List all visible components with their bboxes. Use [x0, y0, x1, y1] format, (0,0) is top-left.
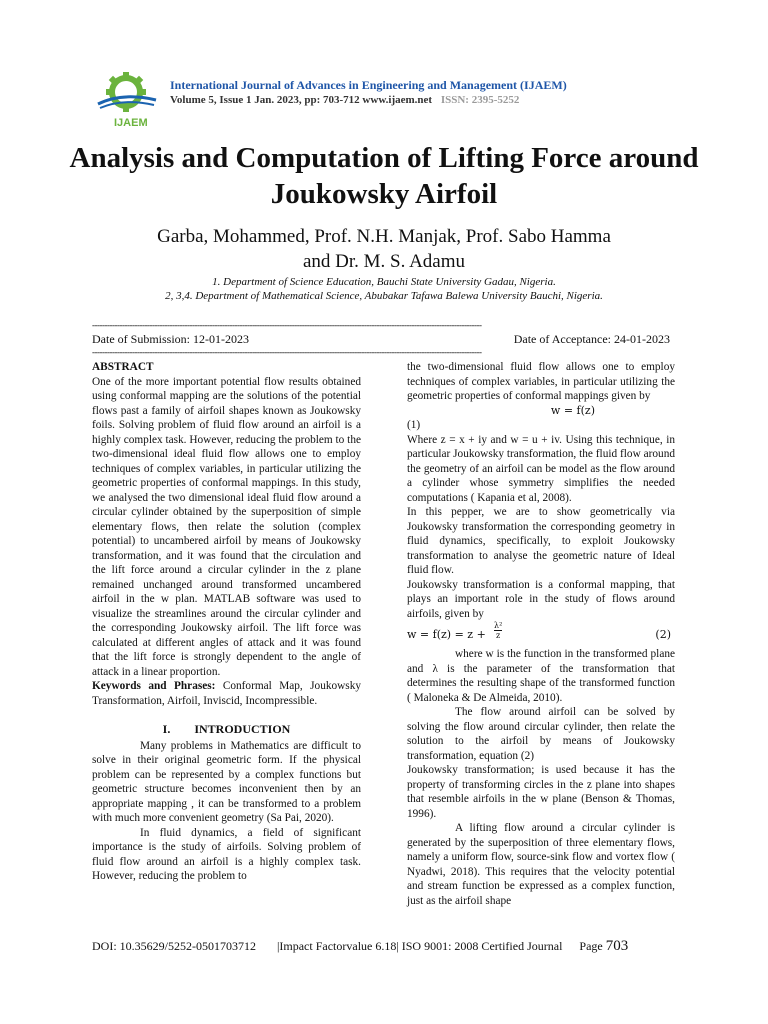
- right-column: [407, 360, 675, 908]
- right-paragraph-1: the two-dimensional fluid flow allows one to employ techniques of complex variables, in particular utilizing the geometric properties of conformal mappings given by: [407, 361, 675, 402]
- journal-logo: [92, 70, 162, 130]
- keywords-label: Keywords and Phrases:: [92, 680, 216, 692]
- authors-line-2: and Dr. M. S. Adamu: [302, 251, 466, 272]
- journal-volume-pages: Volume 5, Issue 1 Jan. 2023, pp: 703-712 www.ijaem.net: [170, 94, 433, 106]
- footer-doi: DOI: 10.35629/5252-0501703712: [92, 939, 256, 953]
- right-paragraph-2: Where z = x + iy and w = u + iv. Using this technique, in particular Joukowsky transformation, the fluid flow around the geometry of an airfoil can be model as the flow around a cylinder whose symmetry simplifies the needed computations ( Kapania et al, 2008).: [407, 433, 675, 504]
- keywords-text: Conformal Map, Joukowsky Transformation, Airfoil, Inviscid, Incompressible.: [92, 680, 361, 707]
- equation-2-fraction: [494, 621, 502, 640]
- submission-date: Date of Submission: 12-01-2023: [92, 332, 249, 346]
- page-number: 703: [605, 938, 629, 954]
- affiliation-2: 2, 3,4. Department of Mathematical Science, Abubakar Tafawa Balewa University Bauchi, Nigeria.: [165, 290, 603, 302]
- intro-paragraph-2: In fluid dynamics, a field of significant importance is the study of airfoils. Solving problem of fluid flow around an airfoil is a highly complex task. However, reducing the problem to: [92, 826, 361, 882]
- paper-title: Analysis and Computation of Lifting Force around Joukowsky Airfoil: [69, 142, 699, 210]
- equation-1-number: (1): [407, 419, 421, 431]
- right-paragraph-8: A lifting flow around a circular cylinder is generated by the superposition of three elementary flows, namely a uniform flow, source-sink flow and vortex flow ( Nyadwi, 2018). This requires that the velocity potential and stream function be expressed as a complex function, just as the airfoil shape: [407, 822, 675, 907]
- equation-1: w = f(z): [550, 403, 595, 417]
- footer-page-label: Page: [579, 939, 603, 953]
- right-paragraph-5: where w is the function in the transformed plane and λ is the parameter of the transformation that determines the resulting shape of the transformed function ( Maloneka & De Almeida, 2010).: [407, 648, 675, 704]
- abstract-heading: ABSTRACT: [92, 361, 154, 373]
- journal-details: [170, 94, 519, 106]
- intro-paragraph-1: Many problems in Mathematics are difficult to solve in their original geometric form. If the physical problem can be represented by a complex functions but geometric structure becomes inconvenient then by an appropriate mapping , it can be transformed to a problem with much more convenient geometry (Sa Pai, 2020).: [92, 739, 361, 824]
- right-paragraph-7: Joukowsky transformation; is used because it has the property of transforming circles in the z plane into shapes that resemble airfoils in the w plane (Benson & Thomas, 1996).: [407, 764, 675, 820]
- right-paragraph-6: The flow around airfoil can be solved by solving the flow around circular cylinder, then relate the solution to the airfoil by means of Joukowsky transformation, equation (2): [407, 706, 675, 762]
- affiliation-1: 1. Department of Science Education, Bauchi State University Gadau, Nigeria.: [212, 276, 556, 288]
- journal-title: International Journal of Advances in Engineering and Management (IJAEM): [170, 78, 567, 92]
- right-paragraph-4: Joukowsky transformation is a conformal mapping, that plays an important role in the study of flows around airfoils, given by: [407, 578, 675, 620]
- acceptance-date: Date of Acceptance: 24-01-2023: [513, 332, 670, 346]
- paper-authors: [60, 224, 708, 274]
- fraction-numerator: λ²: [494, 621, 503, 630]
- introduction-heading: I. INTRODUCTION: [162, 722, 291, 736]
- separator-bottom: ------------------------------------------------------------------------------------------------------------------------------------------------------------: [92, 347, 482, 357]
- dates-row: [92, 332, 670, 347]
- equation-2-number: (2): [655, 628, 671, 641]
- page-footer: [92, 938, 672, 955]
- separator-top: ------------------------------------------------------------------------------------------------------------------------------------------------------------: [92, 320, 482, 330]
- abstract-body: One of the more important potential flow results obtained using conformal mapping are the solutions of the potential flows past a family of airfoil shapes known as Joukowsky foils. Solving problem of fluid flow around an airfoil is a highly complex task. However, reducing the problem to the two-dimensional ideal fluid flow allows one to employ techniques of complex variables, in particular utilizing the geometric properties of conformal mappings. In this study, we analysed the two dimensional ideal fluid flow around a circular cylinder obtained by the superposition of simple elementary flows, then relate the solution (complex potential) to uncambered airfoil by means of Joukowsky transformation, and it was found that the circulation and the lift force around a circular cylinder in the z plane remained unchanged around transformed uncambered airfoil in the w plan. MATLAB software was used to visualize the streamlines around the circular cylinder and the corresponding Joukowsky airfoil. The lift force was calculated at different angles of attack and it was found that the lift force is strongly dependent to the angle of attack in a linear proportion.: [92, 375, 361, 678]
- journal-issn: ISSN: 2395-5252: [440, 94, 520, 106]
- equation-2: [407, 621, 675, 647]
- authors-line-1: Garba, Mohammed, Prof. N.H. Manjak, Prof. Sabo Hamma: [157, 226, 611, 247]
- footer-impact: |Impact Factorvalue 6.18| ISO 9001: 2008 Certified Journal: [277, 939, 563, 953]
- equation-2-lhs: w = f(z) = z +: [407, 628, 486, 641]
- right-paragraph-3: In this pepper, we are to show geometrically via Joukowsky transformation the corresponding geometry in fluid dynamics, specifically, to exploit Joukowsky transformation to analyse the geometric nature of Ideal fluid flow.: [407, 506, 675, 576]
- left-column: [92, 360, 361, 884]
- keywords: [92, 679, 361, 708]
- svg-text:IJAEM: IJAEM: [114, 117, 148, 129]
- fraction-denominator: z: [496, 631, 501, 640]
